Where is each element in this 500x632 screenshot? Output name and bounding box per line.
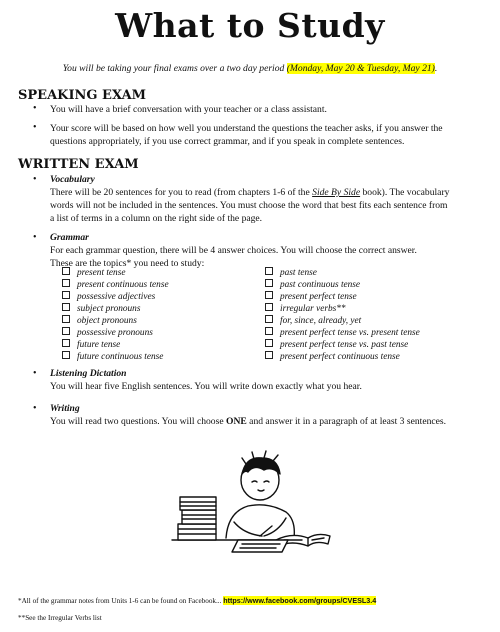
topic-label: irregular verbs**: [280, 304, 346, 314]
topic-label: present perfect tense vs. present tense: [280, 328, 420, 338]
checkbox-icon: [265, 267, 273, 275]
topic-label: present tense: [77, 268, 126, 278]
exam-dates-subtitle: [0, 63, 500, 74]
facebook-group-link[interactable]: https://www.facebook.com/groups/CVESL3.4: [223, 596, 377, 605]
checkbox-icon: [265, 303, 273, 311]
grammar-topics-left: [62, 267, 169, 363]
topic-label: possessive pronouns: [77, 328, 153, 338]
vocabulary-line-3: a list of terms in a column on the right side of the page.: [50, 213, 263, 225]
checkbox-icon: [265, 291, 273, 299]
topic-item: [265, 315, 420, 327]
topic-item: [62, 303, 169, 315]
exam-dates-highlight: (Monday, May 20 & Tuesday, May 21): [286, 63, 435, 74]
topic-label: subject pronouns: [77, 304, 141, 314]
topic-label: present perfect continuous tense: [280, 352, 400, 362]
vocabulary-line-2: words will not be included in the sentences. You must choose the word that best fits each sentence from: [50, 200, 448, 212]
page-title: What to Study: [115, 6, 385, 45]
checkbox-icon: [62, 327, 70, 335]
topic-item: [265, 351, 420, 363]
grammar-heading: Grammar: [50, 232, 89, 243]
vocabulary-description: [50, 186, 449, 226]
bullet-icon: •: [33, 103, 37, 114]
vocab-text-a: There will be 20 sentences for you to read (from chapters 1-6 of the: [50, 187, 313, 198]
checkbox-icon: [265, 339, 273, 347]
topic-item: [62, 327, 169, 339]
side-by-side-book-title: Side By Side: [312, 187, 361, 198]
grammar-topics-right: [265, 267, 420, 363]
speaking-bullet-1: You will have a brief conversation with your teacher or a class assistant.: [50, 104, 327, 115]
checkbox-icon: [62, 339, 70, 347]
checkbox-icon: [265, 315, 273, 323]
writing-text: [50, 415, 446, 428]
bullet-icon: •: [33, 174, 37, 185]
subtitle-end: .: [434, 63, 438, 74]
vocabulary-heading: Vocabulary: [50, 174, 95, 185]
footnote-grammar-notes: [18, 596, 376, 605]
topic-item: [265, 327, 420, 339]
listening-dictation-heading: Listening Dictation: [50, 368, 127, 379]
topic-label: past tense: [280, 268, 317, 278]
topic-item: [265, 279, 420, 291]
writing-heading: Writing: [50, 403, 80, 414]
topic-item: [62, 267, 169, 279]
vocabulary-line-1: [50, 186, 449, 199]
topic-item: [265, 291, 420, 303]
bullet-icon: •: [33, 122, 37, 133]
topic-item: [265, 267, 420, 279]
checkbox-icon: [62, 279, 70, 287]
topic-item: [62, 291, 169, 303]
checkbox-icon: [62, 315, 70, 323]
topic-item: [62, 279, 169, 291]
bullet-icon: •: [33, 368, 37, 379]
topic-label: object pronouns: [77, 316, 137, 326]
bullet-icon: •: [33, 232, 37, 243]
speaking-bullet-2: [50, 122, 443, 148]
checkbox-icon: [62, 291, 70, 299]
speaking-bullet-2-line-2: questions appropriately, if you use correct grammar, and if you speak in complete sentences.: [50, 136, 405, 148]
bullet-icon: •: [33, 403, 37, 414]
written-exam-heading: WRITTEN EXAM: [18, 157, 139, 172]
grammar-line-2: These are the topics* you need to study:: [50, 258, 205, 270]
topic-label: future tense: [77, 340, 121, 350]
topic-label: future continuous tense: [77, 352, 164, 362]
checkbox-icon: [265, 351, 273, 359]
writing-text-a: You will read two questions. You will choose: [50, 416, 226, 427]
topic-item: [265, 303, 420, 315]
topic-label: present perfect tense vs. past tense: [280, 340, 409, 350]
footnote-irregular-verbs: **See the Irregular Verbs list: [18, 614, 102, 622]
grammar-line-1: For each grammar question, there will be 4 answer choices. You will choose the correct answer.: [50, 245, 417, 256]
topic-label: possessive adjectives: [77, 292, 156, 302]
writing-emphasis: ONE: [225, 416, 247, 427]
topic-label: present continuous tense: [77, 280, 169, 290]
topic-item: [62, 351, 169, 363]
student-studying-illustration: [168, 440, 336, 556]
topic-item: [62, 339, 169, 351]
writing-text-b: and answer it in a paragraph of at least 3 sentences.: [246, 416, 447, 427]
checkbox-icon: [62, 351, 70, 359]
topic-item: [62, 315, 169, 327]
footnote-1-text: *All of the grammar notes from Units 1-6 can be found on Facebook...: [18, 597, 224, 605]
checkbox-icon: [265, 279, 273, 287]
speaking-exam-heading: SPEAKING EXAM: [18, 88, 147, 103]
topic-item: [265, 339, 420, 351]
checkbox-icon: [62, 267, 70, 275]
listening-dictation-text: You will hear five English sentences. You will write down exactly what you hear.: [50, 381, 362, 392]
checkbox-icon: [62, 303, 70, 311]
topic-label: for, since, already, yet: [280, 316, 362, 326]
checkbox-icon: [265, 327, 273, 335]
topic-label: present perfect tense: [280, 292, 357, 302]
speaking-bullet-2-line-1: Your score will be based on how well you understand the questions the teacher asks, if you answer the: [50, 123, 443, 134]
subtitle-text: You will be taking your final exams over a two day period: [62, 63, 287, 74]
topic-label: past continuous tense: [280, 280, 361, 290]
vocab-text-b: book). The vocabulary: [360, 187, 450, 198]
